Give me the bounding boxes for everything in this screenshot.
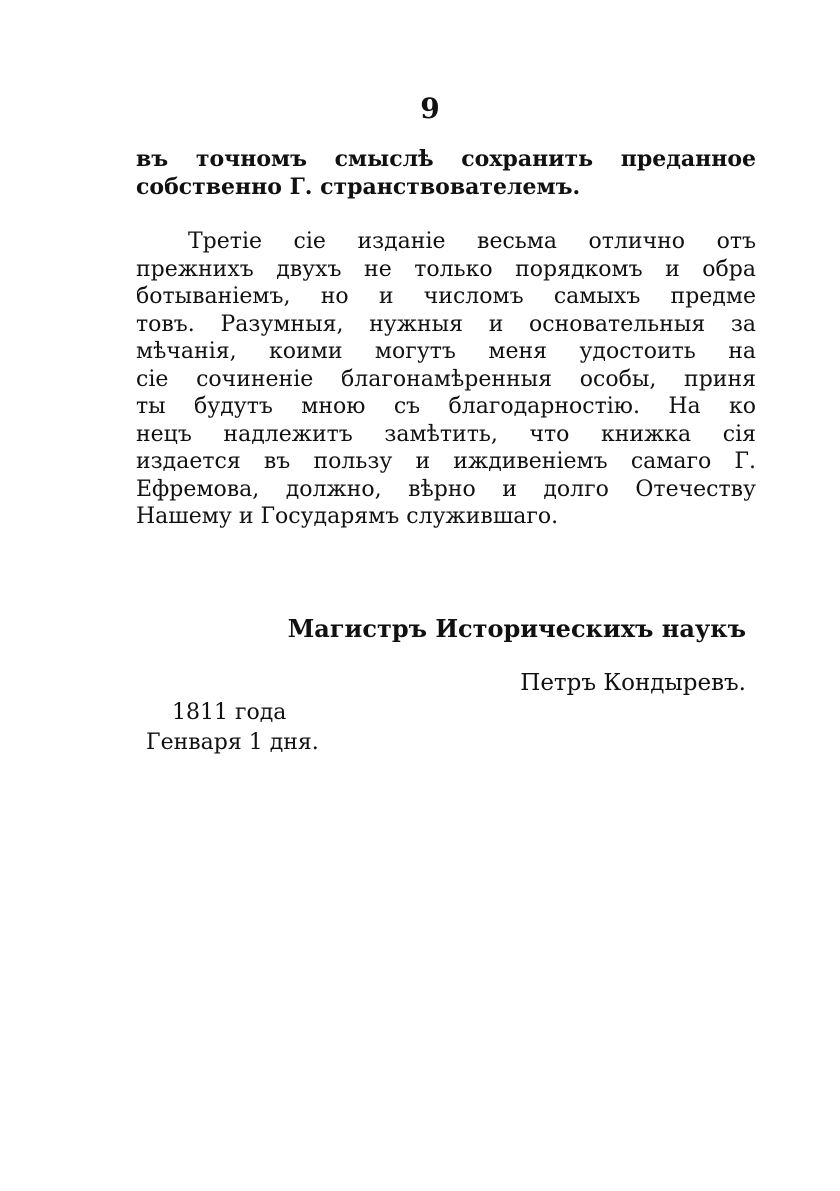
text-line: въ точномъ смыслѣ сохранить преданное — [136, 146, 756, 172]
date-year-line: 1811 года — [172, 700, 287, 725]
text-line: Третіе сіе изданіе весьма отлично отъ — [188, 229, 756, 254]
paragraph-continuation — [136, 146, 756, 201]
page-number: 9 — [420, 92, 440, 125]
text-line: товъ. Разумныя, нужныя и основательныя за — [136, 311, 756, 337]
date-block — [146, 698, 319, 758]
text-line: ты будутъ мною съ благодарностію. На ко — [136, 394, 756, 419]
signature-title: Магистръ Историческихъ наукъ — [287, 614, 746, 643]
text-line: нецъ надлежитъ замѣтить, что книжка сія — [136, 421, 756, 447]
text-line: прежнихъ двухъ не только порядкомъ и обра — [136, 256, 756, 282]
text-line: Нашему и Государямъ служившаго. — [136, 504, 559, 529]
signature-name: Петръ Кондыревъ. — [520, 670, 746, 696]
text-line: ботываніемъ, но и числомъ самыхъ предме — [136, 284, 756, 309]
text-line: мѣчанія, коими могутъ меня удостоить на — [136, 339, 756, 364]
paragraph-main — [136, 228, 756, 531]
text-line: издается въ пользу и иждивеніемъ самаго Г. — [136, 449, 756, 474]
text-line: сіе сочиненіе благонамѣренныя особы, приня — [136, 366, 756, 392]
date-day-line: Генваря 1 дня. — [146, 730, 319, 755]
text-line: Ефремова, должно, вѣрно и долго Отечеству — [136, 476, 756, 502]
text-line: собственно Г. странствователемъ. — [136, 173, 581, 200]
